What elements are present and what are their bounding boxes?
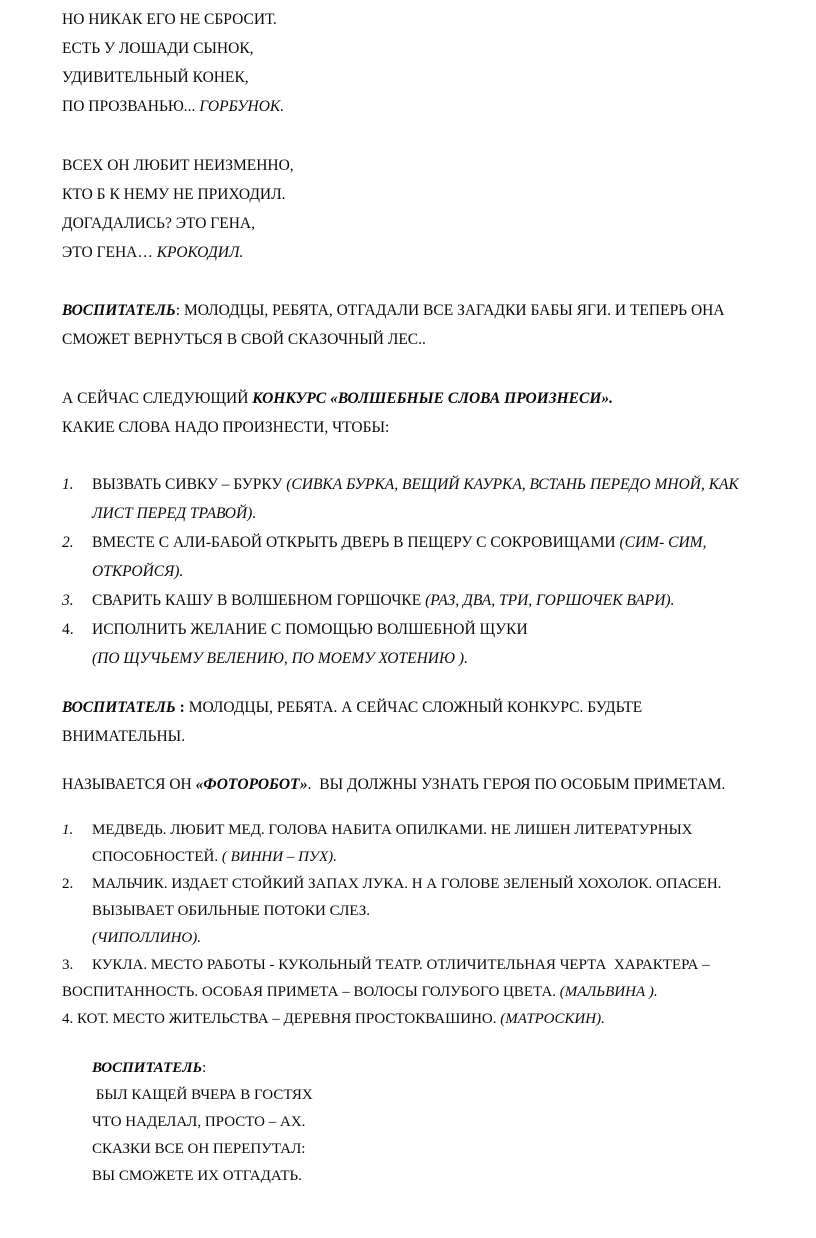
text-segment: ВОСПИТАТЕЛЬ	[62, 302, 176, 319]
text-line	[62, 296, 794, 325]
text-segment: НАЗЫВАЕТСЯ ОН	[62, 776, 196, 793]
text-line	[92, 898, 794, 925]
verse-gena-krokodil	[62, 151, 794, 267]
list-item-number: 2.	[62, 876, 74, 892]
text-line	[92, 817, 794, 844]
text-segment: УДИВИТЕЛЬНЫЙ КОНЕК,	[62, 69, 249, 86]
text-line	[62, 180, 794, 209]
list-item	[62, 615, 794, 673]
text-segment: КТО Б К НЕМУ НЕ ПРИХОДИЛ.	[62, 186, 286, 203]
list-item	[62, 586, 794, 615]
text-line	[92, 844, 794, 871]
text-segment: СМОЖЕТ ВЕРНУТЬСЯ В СВОЙ СКАЗОЧНЫЙ ЛЕС..	[62, 331, 426, 348]
text-segment: ВНИМАТЕЛЬНЫ.	[62, 728, 186, 745]
text-segment: ГОРБУНОК.	[199, 98, 285, 115]
text-segment: ВОСПИТАННОСТЬ. ОСОБАЯ ПРИМЕТА – ВОЛОСЫ ГОЛУБОГО ЦВЕТА.	[62, 984, 560, 1000]
text-line	[62, 722, 794, 751]
text-line	[92, 557, 794, 586]
text-segment: ВЫЗВАТЬ СИВКУ – БУРКУ	[92, 476, 287, 493]
contest-announcement-magic-words	[62, 384, 794, 442]
text-segment: ВСЕХ ОН ЛЮБИТ НЕИЗМЕННО,	[62, 157, 294, 174]
text-segment: (РАЗ, ДВА, ТРИ, ГОРШОЧЕК ВАРИ).	[425, 592, 675, 609]
text-segment: ОТКРОЙСЯ).	[92, 563, 184, 580]
text-segment: :	[175, 699, 185, 716]
text-segment: ВОСПИТАТЕЛЬ	[92, 1060, 203, 1076]
teacher-paragraph-hard-contest	[62, 693, 794, 751]
list-item-number: 4.	[62, 621, 74, 638]
text-segment: ( ВИННИ – ПУХ).	[221, 849, 337, 865]
text-segment: ВОСПИТАТЕЛЬ	[62, 699, 176, 716]
text-segment: БЫЛ КАЩЕЙ ВЧЕРА В ГОСТЯХ	[92, 1087, 313, 1103]
text-line	[62, 413, 794, 442]
magic-words-list	[62, 470, 794, 673]
text-segment: ИСПОЛНИТЬ ЖЕЛАНИЕ С ПОМОЩЬЮ ВОЛШЕБНОЙ ЩУКИ	[92, 621, 528, 638]
teacher-paragraph-baba-yaga	[62, 296, 794, 354]
text-segment: ЧТО НАДЕЛАЛ, ПРОСТО – АХ.	[92, 1114, 306, 1130]
text-line	[62, 325, 794, 354]
text-line	[92, 925, 794, 952]
text-line	[62, 693, 794, 722]
list-item	[62, 470, 794, 528]
teacher-verse-kashchey	[62, 1055, 794, 1190]
text-line	[92, 1109, 794, 1136]
list-item	[62, 817, 794, 871]
text-line	[62, 238, 794, 267]
text-segment: (МАЛЬВИНА ).	[559, 984, 658, 1000]
text-line	[62, 209, 794, 238]
text-segment: МАЛЬЧИК. ИЗДАЕТ СТОЙКИЙ ЗАПАХ ЛУКА. Н А ГОЛОВЕ ЗЕЛЕНЫЙ ХОХОЛОК. ОПАСЕН.	[92, 876, 722, 892]
text-segment: ДОГАДАЛИСЬ? ЭТО ГЕНА,	[62, 215, 255, 232]
text-line	[62, 151, 794, 180]
text-segment: КАКИЕ СЛОВА НАДО ПРОИЗНЕСТИ, ЧТОБЫ:	[62, 419, 390, 436]
text-segment: (СИВКА БУРКА, ВЕЩИЙ КАУРКА, ВСТАНЬ ПЕРЕДО МНОЙ, КАК	[286, 476, 739, 493]
text-line	[92, 644, 794, 673]
text-segment: МЕДВЕДЬ. ЛЮБИТ МЕД. ГОЛОВА НАБИТА ОПИЛКАМИ. НЕ ЛИШЕН ЛИТЕРАТУРНЫХ	[92, 822, 693, 838]
list-item	[62, 871, 794, 952]
text-segment: СКАЗКИ ВСЕ ОН ПЕРЕПУТАЛ:	[92, 1141, 306, 1157]
text-segment: (МАТРОСКИН).	[500, 1011, 605, 1027]
text-segment: ВЫЗЫВАЕТ ОБИЛЬНЫЕ ПОТОКИ СЛЕЗ.	[92, 903, 371, 919]
text-line	[62, 952, 794, 979]
verse-konek-gorbunok	[62, 5, 794, 121]
text-line	[92, 1082, 794, 1109]
text-segment: «ФОТОРОБОТ»	[195, 776, 308, 793]
text-line	[92, 1055, 794, 1082]
list-item	[62, 528, 794, 586]
text-segment: . ВЫ ДОЛЖНЫ УЗНАТЬ ГЕРОЯ ПО ОСОБЫМ ПРИМЕТАМ.	[307, 776, 726, 793]
text-segment: (ПО ЩУЧЬЕМУ ВЕЛЕНИЮ, ПО МОЕМУ ХОТЕНИЮ ).	[92, 650, 468, 667]
text-line	[62, 384, 794, 413]
text-line	[62, 92, 794, 121]
text-line	[92, 871, 794, 898]
text-segment: СВАРИТЬ КАШУ В ВОЛШЕБНОМ ГОРШОЧКЕ	[92, 592, 426, 609]
text-line	[62, 770, 794, 799]
text-line	[92, 615, 794, 644]
text-segment: КОНКУРС «ВОЛШЕБНЫЕ СЛОВА ПРОИЗНЕСИ».	[252, 390, 614, 407]
text-segment: :	[202, 1060, 207, 1076]
text-segment: КРОКОДИЛ.	[156, 244, 244, 261]
text-segment: ПО ПРОЗВАНЬЮ...	[62, 98, 200, 115]
text-line	[92, 499, 794, 528]
text-segment: ЭТО ГЕНА…	[62, 244, 157, 261]
text-segment: 3. КУКЛА. МЕСТО РАБОТЫ - КУКОЛЬНЫЙ ТЕАТР. ОТЛИЧИТЕЛЬНАЯ ЧЕРТА ХАРАКТЕРА –	[62, 957, 710, 973]
text-line	[62, 63, 794, 92]
text-segment: НО НИКАК ЕГО НЕ СБРОСИТ.	[62, 11, 277, 28]
text-segment: ВЫ СМОЖЕТЕ ИХ ОТГАДАТЬ.	[92, 1168, 302, 1184]
text-segment: А СЕЙЧАС СЛЕДУЮЩИЙ	[62, 390, 253, 407]
fotorobot-item-4	[62, 1006, 794, 1033]
text-segment: ЕСТЬ У ЛОШАДИ СЫНОК,	[62, 40, 254, 57]
text-segment: 4. КОТ. МЕСТО ЖИТЕЛЬСТВА – ДЕРЕВНЯ ПРОСТОКВАШИНО.	[62, 1011, 501, 1027]
fotorobot-list	[62, 817, 794, 952]
list-item-number: 1.	[62, 476, 74, 493]
text-line	[62, 34, 794, 63]
text-line	[92, 1136, 794, 1163]
text-segment: ЛИСТ ПЕРЕД ТРАВОЙ).	[92, 505, 257, 522]
text-line	[62, 979, 794, 1006]
text-line	[92, 470, 794, 499]
list-item-number: 1.	[62, 822, 74, 838]
text-line	[92, 1163, 794, 1190]
text-segment: (СИМ- СИМ,	[619, 534, 707, 551]
text-line	[92, 528, 794, 557]
contest-name-fotorobot	[62, 770, 794, 799]
text-segment: МОЛОДЦЫ, РЕБЯТА. А СЕЙЧАС СЛОЖНЫЙ КОНКУРС. БУДЬТЕ	[184, 699, 643, 716]
text-segment: ВМЕСТЕ С АЛИ-БАБОЙ ОТКРЫТЬ ДВЕРЬ В ПЕЩЕРУ С СОКРОВИЩАМИ	[92, 534, 620, 551]
list-item-number: 2.	[62, 534, 74, 551]
text-segment: СПОСОБНОСТЕЙ.	[92, 849, 222, 865]
text-line	[62, 5, 794, 34]
list-item-number: 3.	[62, 592, 74, 609]
text-line	[62, 1006, 794, 1033]
text-segment: : МОЛОДЦЫ, РЕБЯТА, ОТГАДАЛИ ВСЕ ЗАГАДКИ БАБЫ ЯГИ. И ТЕПЕРЬ ОНА	[175, 302, 725, 319]
text-line	[92, 586, 794, 615]
text-segment: (ЧИПОЛЛИНО).	[92, 930, 202, 946]
fotorobot-item-3	[62, 952, 794, 1006]
